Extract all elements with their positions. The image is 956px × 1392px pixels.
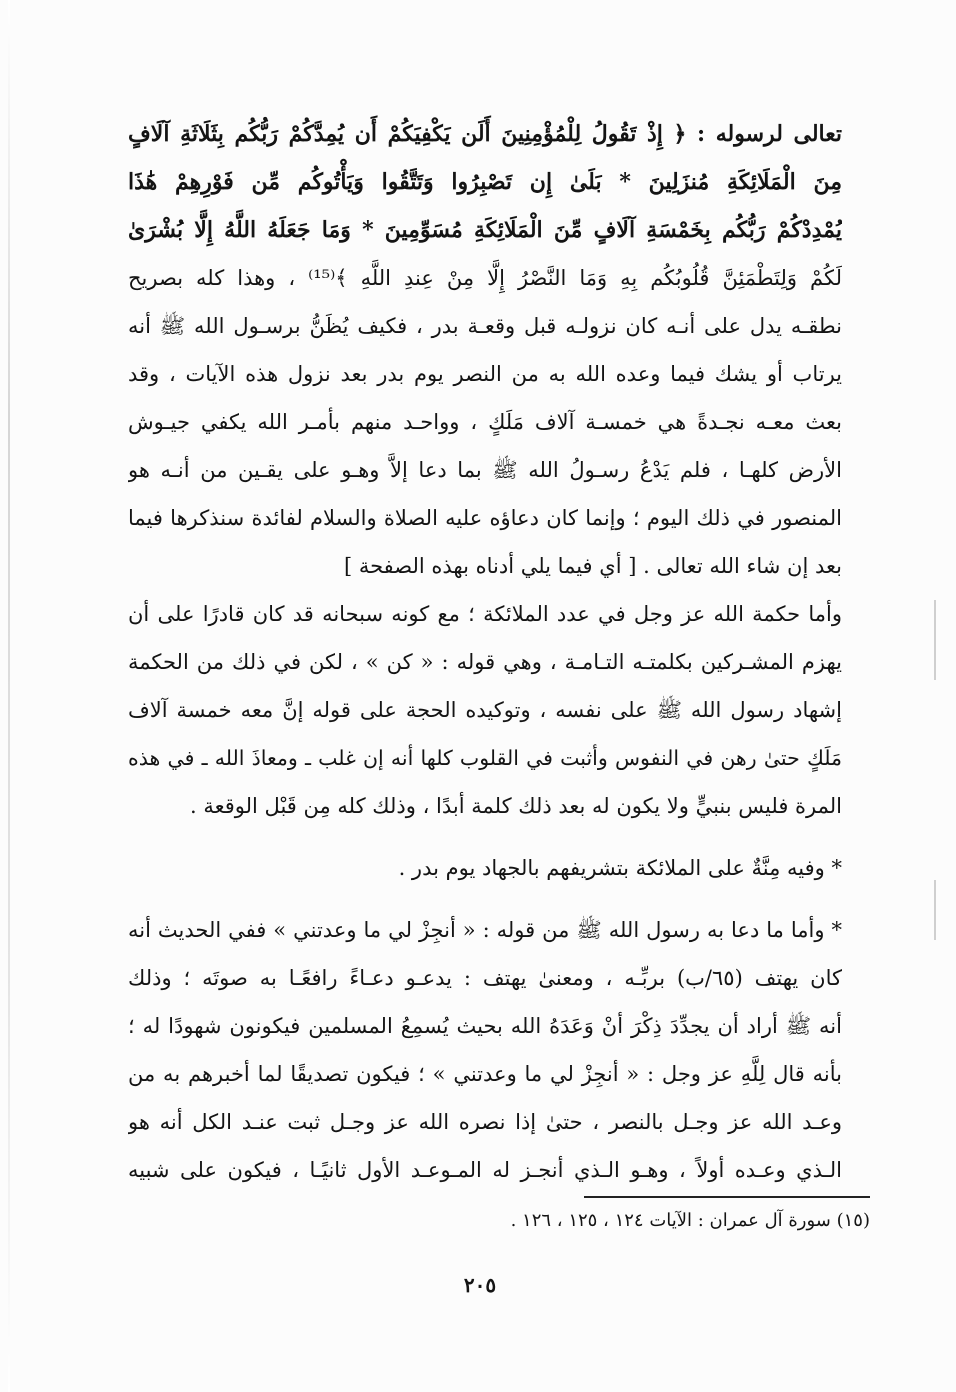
text-line: يهزم المشـركين بكلمتـه التـامـة ، وهي قوله : « كن » ، لكن في ذلك من الحكمة (128, 650, 842, 674)
text-line: لَكُمْ وَلِتَطْمَئِنَّ قُلُوبُكُم بِهِ وَمَا النَّصْرُ إِلَّا مِنْ عِندِ اللَّهِ ﴾⁽¹⁵⁾ ، وهذا كله بصريح (128, 266, 842, 290)
main-text (128, 110, 842, 1194)
footnote: (١٥) سورة آل عمران : الآيات ١٢٤ ، ١٢٥ ، ١٢٦ . (510, 1210, 870, 1231)
text-line: المرة فليس بنبيٍّ ولا يكون له بعد ذلك كلمة أبدًا ، وذلك كله مِن قَبْل الوقعة . (190, 794, 842, 818)
text-line: مَلَكٍ حتىٰ رهن في النفوس وأثبت في القلوب كلها أنه إن غلب ـ ومعاذَ الله ـ في هذه (128, 746, 842, 770)
paragraph-gap (128, 892, 842, 906)
text-line: تعالى لرسوله : ﴿ إِذْ تَقُولُ لِلْمُؤْمِنِينَ أَلَن يَكْفِيَكُمْ أَن يُمِدَّكُمْ رَبُّكُم بِثَلَاثَةِ آلَافٍ (128, 121, 842, 147)
scan-right-mark (934, 600, 936, 680)
scan-left-edge (8, 0, 10, 1392)
text-line: يُمْدِدْكُمْ رَبُّكُم بِخَمْسَةِ آلَافٍ مِّنَ الْمَلَائِكَةِ مُسَوِّمِينَ * وَمَا جَعَلَهُ اللَّهُ إِلَّا بُشْرَىٰ (128, 217, 842, 243)
scan-right-mark (934, 880, 936, 940)
paragraph-gap (128, 830, 842, 844)
text-line: نطقـه يدل على أنـه كان نزولـه قبل وقعـة بدر ، فكيف يُظَنُّ برسـول الله ﷺ أنه (128, 314, 842, 338)
bullet-line: * وأما ما دعا به رسول الله ﷺ من قوله : « أنجِزْ لي ما وعدتني » ففي الحديث أنه (128, 918, 842, 942)
text-line: الـذي وعـده أولاً ، وهـو الـذي أنجـز له المـوعـد الأول ثانيًـا ، فيكون على شبيه (128, 1158, 842, 1182)
text-line: إشهاد رسول الله ﷺ على نفسه ، وتوكيده الحجة على قوله إنَّ معه خمسة آلاف (128, 698, 842, 722)
bullet-line: * وفيه مِنَّةٌ على الملائكة بتشريفهم بالجهاد يوم بدر . (398, 856, 842, 880)
footnote-divider (584, 1196, 870, 1198)
text-line: مِنَ الْمَلَائِكَةِ مُنزَلِينَ * بَلَىٰ إِن تَصْبِرُوا وَتَتَّقُوا وَيَأْتُوكُم مِّن فَوْرِهِمْ هَٰذَا (128, 169, 842, 195)
text-line: وأما حكمة الله عز وجل في عدد الملائكة ؛ مع كونه سبحانه قد كان قادرًا على أن (128, 602, 842, 626)
text-line: يرتاب أو يشك فيما وعده الله به من النصر يوم بدر بعد نزول هذه الآيات ، وقد (128, 362, 842, 386)
text-line: بعد إن شاء الله تعالى . [ أي فيما يلي أدناه بهذه الصفحة ] (343, 554, 842, 578)
text-line: أنه ﷺ أراد أن يجدِّدَ ذِكْرَ أنْ وَعَدَهُ الله بحيث يُسمِعُ المسلمين فيكونون شهودًا له ؛ (128, 1014, 842, 1038)
text-line: المنصور في ذلك اليوم ؛ وإنما كان دعاؤه عليه الصلاة والسلام لفائدة سنذكرها فيما (128, 506, 842, 530)
page-number: ٢٠٥ (463, 1273, 497, 1297)
text-line: بأنه قال لِلَّهِ عز وجل : « أنجِزْ لي ما وعدتني » ؛ فيكون تصديقًا لما أخبرهم به من (128, 1062, 842, 1086)
text-line: وعـد الله عز وجـل بالنصر ، حتىٰ إذا نصره الله عز وجـل ثبت عنـد الكل أنه هو (128, 1110, 842, 1134)
text-line: بعث معـه نجـدةً هي خمسـة آلاف مَلَكٍ ، وواحـد منهم بأمـر الله يكفي جيـوش (128, 410, 842, 434)
text-line: كان يهتف (٦٥/ب) بربِّـه ، ومعنىٰ يهتف : يدعـو دعـاءً رافعًـا به صوتَه ؛ وذلك (128, 966, 842, 990)
text-line: الأرض كلهـا ، فلم يَدْعُ رسـولُ الله ﷺ بما دعا إلاَّ وهـو على يقـين من أنـه هو (128, 458, 842, 482)
